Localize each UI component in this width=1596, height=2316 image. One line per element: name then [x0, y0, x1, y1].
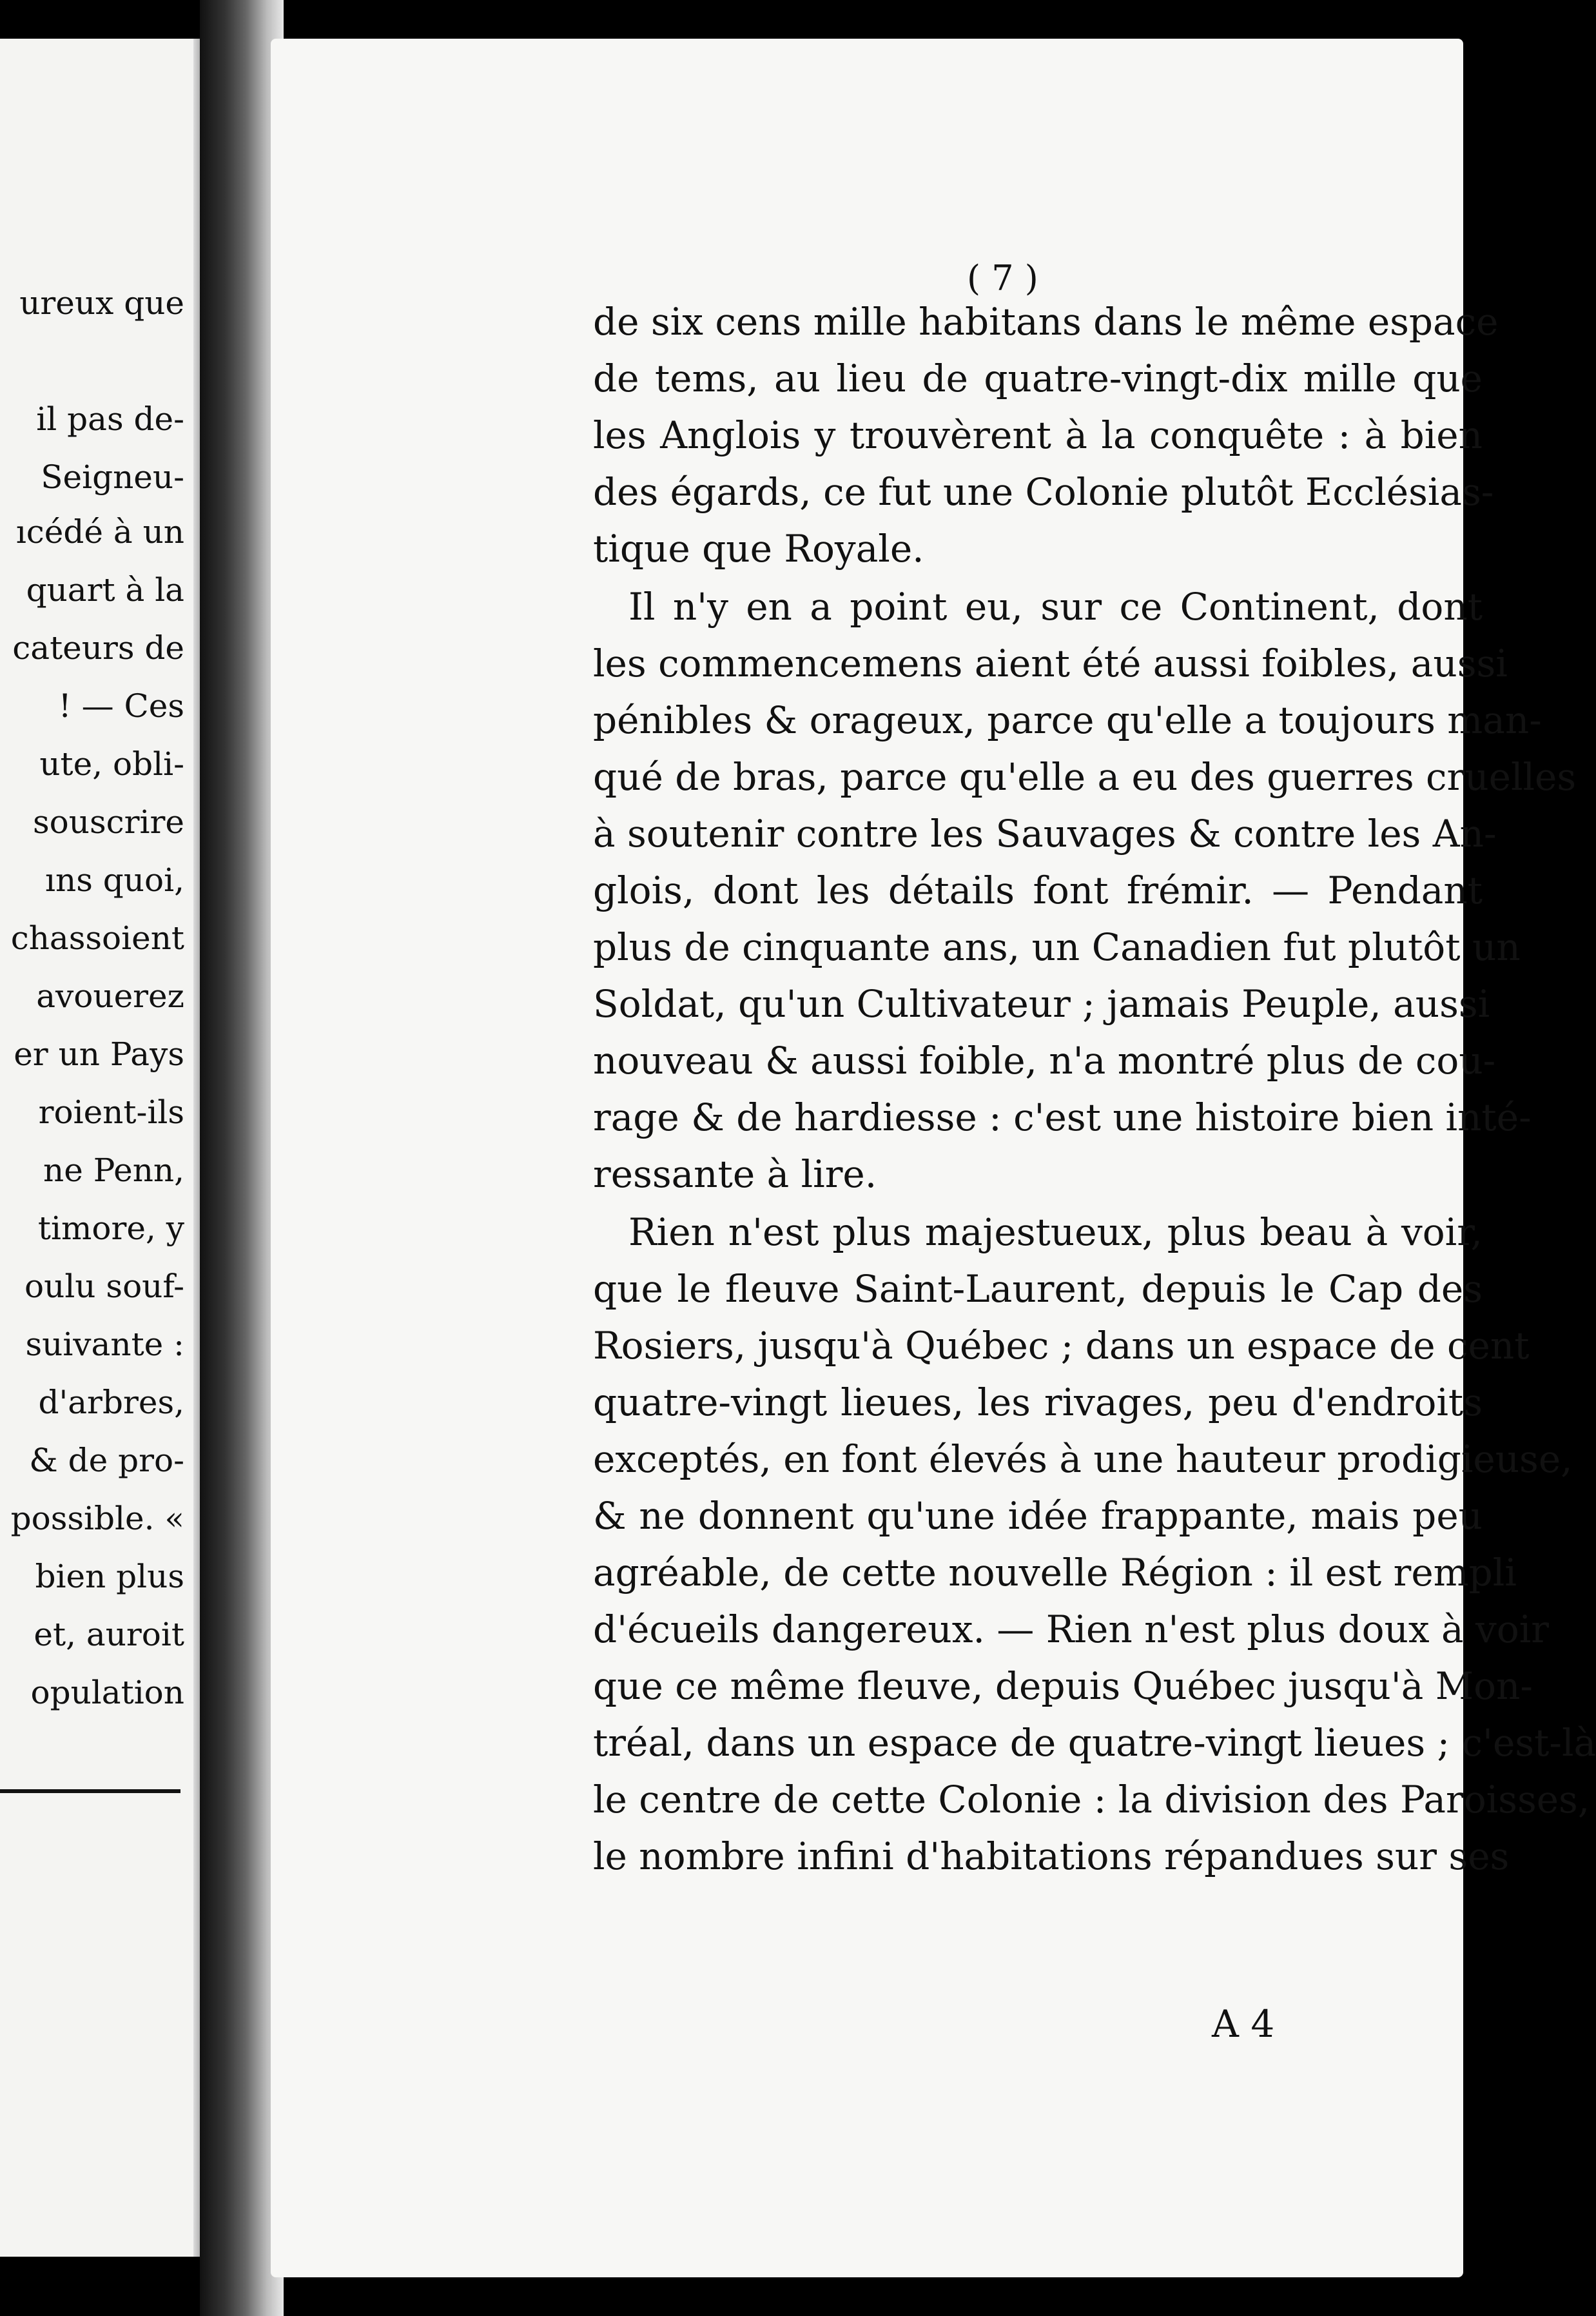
facing-text-line: quart à la — [26, 571, 184, 609]
text-line: de tems, au lieu de quatre-vingt-dix mille que — [593, 357, 1483, 400]
facing-text-line: ıns quoi, — [45, 861, 184, 899]
text-line: à soutenir contre les Sauvages & contre les An- — [593, 812, 1497, 856]
facing-text-line: Seigneu- — [41, 458, 184, 496]
facing-page — [0, 39, 200, 2257]
text-line: rage & de hardiesse : c'est une histoire bien inté- — [593, 1095, 1532, 1139]
facing-text-line: il pas de- — [36, 400, 184, 438]
text-line: Soldat, qu'un Cultivateur ; jamais Peuple, aussi — [593, 982, 1490, 1026]
text-line: Rosiers, jusqu'à Québec ; dans un espace de cent — [593, 1324, 1530, 1368]
facing-text-line: avouerez — [36, 977, 184, 1015]
signature-mark: A 4 — [1212, 2002, 1275, 2046]
facing-text-line: d'arbres, — [38, 1384, 184, 1421]
text-line: que ce même fleuve, depuis Québec jusqu'à Mon- — [593, 1664, 1533, 1708]
facing-page-rule — [0, 1789, 180, 1793]
facing-text-line: er un Pays — [14, 1035, 184, 1073]
text-line: plus de cinquante ans, un Canadien fut plutôt un — [593, 925, 1521, 969]
text-line: des égards, ce fut une Colonie plutôt Ecclésias- — [593, 470, 1494, 514]
text-line: les Anglois y trouvèrent à la conquête : à bien — [593, 413, 1483, 457]
text-line: d'écueils dangereux. — Rien n'est plus doux à voir — [593, 1607, 1550, 1651]
facing-text-line: & de pro- — [29, 1442, 184, 1479]
facing-text-line: et, auroit — [34, 1616, 184, 1653]
text-line: quatre-vingt lieues, les rivages, peu d'endroits — [593, 1380, 1483, 1424]
text-line: tique que Royale. — [593, 527, 924, 571]
text-line: tréal, dans un espace de quatre-vingt lieues ; c'est-là — [593, 1721, 1596, 1765]
facing-text-line: souscrire — [32, 803, 184, 841]
facing-text-line: oulu souf- — [24, 1268, 184, 1305]
text-line: & ne donnent qu'une idée frappante, mais peu — [593, 1494, 1483, 1538]
facing-text-line: chassoient — [10, 919, 184, 957]
facing-text-line: cateurs de — [12, 629, 184, 667]
facing-text-line: opulation — [30, 1674, 184, 1711]
facing-text-line: ureux que — [19, 284, 184, 322]
facing-text-line: ! — Ces — [58, 687, 184, 725]
facing-text-line: ute, obli- — [39, 745, 184, 783]
text-line: de six cens mille habitans dans le même espace — [593, 300, 1499, 344]
text-line: ressante à lire. — [593, 1152, 877, 1196]
facing-text-line: possible. « — [10, 1500, 184, 1537]
text-line: Il n'y en a point eu, sur ce Continent, dont — [628, 585, 1483, 629]
text-line: exceptés, en font élevés à une hauteur prodigieuse, — [593, 1437, 1573, 1481]
text-line: les commencemens aient été aussi foibles, aussi — [593, 642, 1508, 685]
text-line: pénibles & orageux, parce qu'elle a toujours man- — [593, 698, 1542, 742]
text-line: que le fleuve Saint-Laurent, depuis le Cap des — [593, 1267, 1483, 1311]
text-line: Rien n'est plus majestueux, plus beau à voir, — [628, 1210, 1483, 1254]
facing-text-line: suivante : — [25, 1326, 184, 1363]
facing-text-line: timore, y — [37, 1210, 184, 1247]
facing-text-line: roient-ils — [38, 1094, 184, 1131]
text-line: le centre de cette Colonie : la division des Paroisses, — [593, 1778, 1590, 1821]
facing-text-line: ıcédé à un — [15, 513, 184, 551]
main-page — [271, 39, 1596, 2277]
text-line: qué de bras, parce qu'elle a eu des guerres cruelles — [593, 755, 1577, 799]
text-line: nouveau & aussi foible, n'a montré plus de cou- — [593, 1039, 1496, 1083]
text-line: le nombre infini d'habitations répandues sur ses — [593, 1834, 1510, 1878]
page-number: ( 7 ) — [967, 258, 1038, 299]
facing-text-line: ne Penn, — [43, 1152, 184, 1189]
text-line: glois, dont les détails font frémir. — Pendant — [593, 868, 1483, 912]
facing-text-line: bien plus — [35, 1558, 184, 1595]
text-line: agréable, de cette nouvelle Région : il est rempli — [593, 1551, 1517, 1595]
